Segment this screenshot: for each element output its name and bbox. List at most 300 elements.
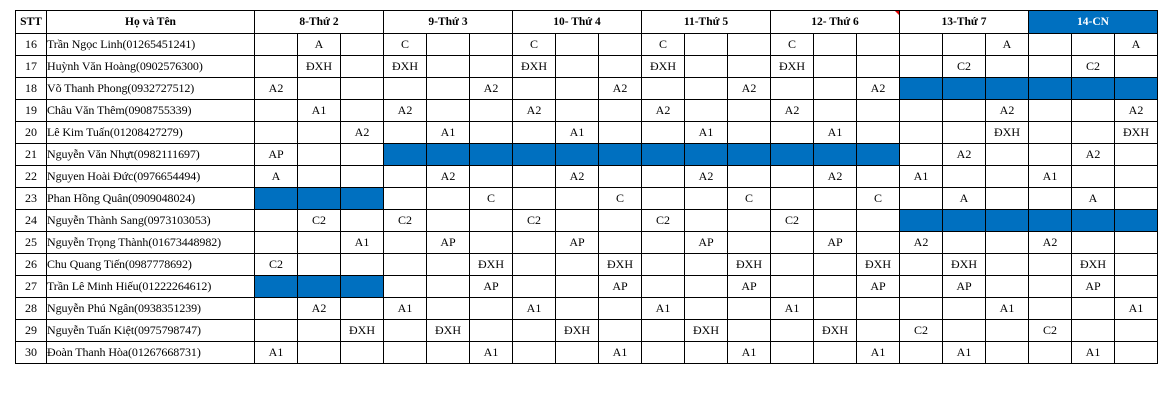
row-name-cell[interactable]: Châu Văn Thêm(0908755339) — [47, 100, 255, 122]
schedule-cell[interactable] — [513, 188, 556, 210]
schedule-cell[interactable]: ĐXH — [943, 254, 986, 276]
schedule-cell[interactable]: ĐXH — [556, 320, 599, 342]
schedule-cell[interactable]: ĐXH — [1072, 254, 1115, 276]
schedule-cell[interactable]: A1 — [556, 122, 599, 144]
schedule-cell[interactable] — [642, 188, 685, 210]
row-name-cell[interactable]: Lê Kim Tuấn(01208427279) — [47, 122, 255, 144]
row-stt-cell[interactable]: 21 — [16, 144, 47, 166]
schedule-cell[interactable] — [771, 342, 814, 364]
schedule-cell[interactable] — [255, 320, 298, 342]
schedule-cell[interactable] — [427, 144, 470, 166]
schedule-cell[interactable] — [599, 144, 642, 166]
schedule-cell[interactable]: ĐXH — [857, 254, 900, 276]
schedule-cell[interactable]: C — [728, 188, 771, 210]
schedule-cell[interactable] — [384, 276, 427, 298]
schedule-cell[interactable]: C — [470, 188, 513, 210]
schedule-cell[interactable] — [556, 210, 599, 232]
schedule-cell[interactable]: ĐXH — [685, 320, 728, 342]
schedule-cell[interactable]: AP — [255, 144, 298, 166]
schedule-cell[interactable]: AP — [427, 232, 470, 254]
schedule-cell[interactable]: C — [857, 188, 900, 210]
schedule-cell[interactable] — [1029, 342, 1072, 364]
schedule-cell[interactable] — [341, 100, 384, 122]
schedule-cell[interactable]: ĐXH — [814, 320, 857, 342]
schedule-cell[interactable] — [384, 78, 427, 100]
schedule-cell[interactable] — [857, 34, 900, 56]
schedule-cell[interactable] — [728, 232, 771, 254]
schedule-cell[interactable] — [900, 78, 943, 100]
schedule-cell[interactable] — [513, 232, 556, 254]
schedule-cell[interactable] — [900, 342, 943, 364]
schedule-cell[interactable] — [470, 100, 513, 122]
schedule-cell[interactable]: A — [1072, 188, 1115, 210]
schedule-cell[interactable]: C2 — [1029, 320, 1072, 342]
schedule-cell[interactable] — [1115, 320, 1158, 342]
schedule-cell[interactable]: ĐXH — [599, 254, 642, 276]
schedule-cell[interactable] — [814, 100, 857, 122]
schedule-cell[interactable] — [986, 254, 1029, 276]
schedule-cell[interactable]: A2 — [986, 100, 1029, 122]
schedule-cell[interactable]: C2 — [642, 210, 685, 232]
schedule-cell[interactable] — [470, 34, 513, 56]
row-name-cell[interactable]: Nguyễn Tuấn Kiệt(0975798747) — [47, 320, 255, 342]
schedule-cell[interactable] — [599, 56, 642, 78]
schedule-cell[interactable] — [1115, 56, 1158, 78]
schedule-cell[interactable] — [599, 100, 642, 122]
schedule-cell[interactable] — [556, 78, 599, 100]
schedule-cell[interactable] — [513, 122, 556, 144]
schedule-cell[interactable] — [513, 144, 556, 166]
schedule-cell[interactable] — [341, 34, 384, 56]
row-stt-cell[interactable]: 30 — [16, 342, 47, 364]
schedule-cell[interactable] — [814, 56, 857, 78]
schedule-cell[interactable] — [685, 144, 728, 166]
schedule-cell[interactable]: A1 — [814, 122, 857, 144]
schedule-cell[interactable] — [341, 166, 384, 188]
schedule-cell[interactable] — [599, 320, 642, 342]
schedule-cell[interactable]: A2 — [642, 100, 685, 122]
schedule-cell[interactable]: AP — [685, 232, 728, 254]
schedule-cell[interactable] — [341, 210, 384, 232]
schedule-cell[interactable] — [599, 34, 642, 56]
schedule-cell[interactable] — [1115, 276, 1158, 298]
schedule-cell[interactable]: AP — [599, 276, 642, 298]
row-stt-cell[interactable]: 16 — [16, 34, 47, 56]
schedule-cell[interactable] — [255, 298, 298, 320]
schedule-cell[interactable] — [1115, 78, 1158, 100]
schedule-cell[interactable] — [900, 254, 943, 276]
schedule-cell[interactable] — [298, 188, 341, 210]
row-name-cell[interactable]: Nguyen Hoài Đức(0976654494) — [47, 166, 255, 188]
schedule-cell[interactable] — [814, 210, 857, 232]
schedule-cell[interactable] — [814, 298, 857, 320]
row-stt-cell[interactable]: 18 — [16, 78, 47, 100]
schedule-cell[interactable]: A1 — [298, 100, 341, 122]
schedule-cell[interactable]: A1 — [1072, 342, 1115, 364]
schedule-cell[interactable]: A2 — [814, 166, 857, 188]
schedule-cell[interactable] — [341, 298, 384, 320]
schedule-cell[interactable] — [384, 166, 427, 188]
schedule-cell[interactable] — [685, 276, 728, 298]
schedule-cell[interactable] — [599, 210, 642, 232]
schedule-cell[interactable]: AP — [1072, 276, 1115, 298]
schedule-cell[interactable] — [384, 144, 427, 166]
schedule-cell[interactable] — [1029, 78, 1072, 100]
schedule-cell[interactable] — [1029, 210, 1072, 232]
schedule-cell[interactable] — [513, 342, 556, 364]
schedule-cell[interactable] — [771, 232, 814, 254]
schedule-cell[interactable]: A2 — [384, 100, 427, 122]
schedule-cell[interactable]: A — [943, 188, 986, 210]
row-name-cell[interactable]: Trần Lê Minh Hiếu(01222264612) — [47, 276, 255, 298]
schedule-cell[interactable]: ĐXH — [470, 254, 513, 276]
header-day-fri[interactable]: 12- Thứ 6 — [771, 11, 900, 34]
schedule-cell[interactable] — [900, 100, 943, 122]
schedule-cell[interactable]: ĐXH — [642, 56, 685, 78]
schedule-cell[interactable]: A1 — [599, 342, 642, 364]
schedule-cell[interactable] — [1115, 144, 1158, 166]
schedule-cell[interactable] — [341, 78, 384, 100]
schedule-cell[interactable] — [341, 144, 384, 166]
schedule-cell[interactable] — [384, 320, 427, 342]
schedule-cell[interactable]: A1 — [943, 342, 986, 364]
schedule-cell[interactable]: A1 — [1115, 298, 1158, 320]
schedule-cell[interactable] — [728, 122, 771, 144]
schedule-cell[interactable] — [1115, 210, 1158, 232]
schedule-cell[interactable]: A1 — [642, 298, 685, 320]
schedule-cell[interactable] — [255, 210, 298, 232]
schedule-cell[interactable] — [986, 342, 1029, 364]
schedule-cell[interactable] — [1072, 320, 1115, 342]
row-name-cell[interactable]: Trần Ngọc Linh(01265451241) — [47, 34, 255, 56]
schedule-cell[interactable]: ĐXH — [986, 122, 1029, 144]
schedule-cell[interactable] — [642, 276, 685, 298]
schedule-cell[interactable] — [900, 276, 943, 298]
row-stt-cell[interactable]: 23 — [16, 188, 47, 210]
schedule-cell[interactable] — [255, 34, 298, 56]
schedule-cell[interactable] — [384, 254, 427, 276]
schedule-cell[interactable] — [384, 342, 427, 364]
header-day-wed[interactable]: 10- Thứ 4 — [513, 11, 642, 34]
schedule-cell[interactable] — [1072, 232, 1115, 254]
schedule-cell[interactable] — [986, 210, 1029, 232]
schedule-cell[interactable]: A1 — [255, 342, 298, 364]
schedule-cell[interactable] — [298, 254, 341, 276]
schedule-cell[interactable] — [255, 188, 298, 210]
schedule-cell[interactable]: AP — [470, 276, 513, 298]
schedule-cell[interactable] — [556, 298, 599, 320]
schedule-cell[interactable]: ĐXH — [728, 254, 771, 276]
schedule-cell[interactable]: A1 — [513, 298, 556, 320]
schedule-cell[interactable] — [556, 56, 599, 78]
schedule-cell[interactable] — [255, 232, 298, 254]
schedule-cell[interactable]: A2 — [556, 166, 599, 188]
schedule-cell[interactable]: A2 — [943, 144, 986, 166]
schedule-cell[interactable]: A2 — [900, 232, 943, 254]
schedule-cell[interactable] — [1115, 166, 1158, 188]
schedule-cell[interactable] — [1029, 188, 1072, 210]
schedule-cell[interactable] — [427, 210, 470, 232]
schedule-cell[interactable]: ĐXH — [298, 56, 341, 78]
row-stt-cell[interactable]: 29 — [16, 320, 47, 342]
schedule-cell[interactable]: ĐXH — [513, 56, 556, 78]
schedule-cell[interactable]: A1 — [771, 298, 814, 320]
schedule-cell[interactable] — [900, 144, 943, 166]
schedule-cell[interactable] — [556, 276, 599, 298]
schedule-cell[interactable] — [341, 254, 384, 276]
schedule-cell[interactable] — [642, 320, 685, 342]
schedule-cell[interactable] — [728, 56, 771, 78]
header-name[interactable]: Họ và Tên — [47, 11, 255, 34]
row-name-cell[interactable]: Chu Quang Tiến(0987778692) — [47, 254, 255, 276]
schedule-cell[interactable] — [900, 34, 943, 56]
schedule-cell[interactable]: C2 — [298, 210, 341, 232]
schedule-cell[interactable]: A2 — [857, 78, 900, 100]
row-name-cell[interactable]: Nguyễn Trọng Thành(01673448982) — [47, 232, 255, 254]
schedule-cell[interactable] — [857, 210, 900, 232]
schedule-cell[interactable]: C2 — [771, 210, 814, 232]
schedule-cell[interactable] — [857, 100, 900, 122]
schedule-cell[interactable] — [771, 144, 814, 166]
schedule-cell[interactable] — [814, 276, 857, 298]
schedule-cell[interactable] — [298, 320, 341, 342]
schedule-cell[interactable]: C2 — [384, 210, 427, 232]
schedule-cell[interactable]: A2 — [255, 78, 298, 100]
schedule-cell[interactable] — [427, 188, 470, 210]
schedule-cell[interactable] — [341, 276, 384, 298]
schedule-cell[interactable] — [427, 276, 470, 298]
schedule-cell[interactable] — [1029, 34, 1072, 56]
schedule-cell[interactable] — [556, 144, 599, 166]
schedule-cell[interactable]: C — [384, 34, 427, 56]
schedule-cell[interactable] — [943, 232, 986, 254]
schedule-cell[interactable]: ĐXH — [427, 320, 470, 342]
schedule-cell[interactable]: ĐXH — [1115, 122, 1158, 144]
schedule-cell[interactable]: C — [642, 34, 685, 56]
schedule-cell[interactable] — [642, 166, 685, 188]
schedule-cell[interactable] — [857, 122, 900, 144]
schedule-cell[interactable]: A2 — [599, 78, 642, 100]
schedule-cell[interactable] — [1072, 298, 1115, 320]
schedule-cell[interactable] — [298, 276, 341, 298]
schedule-cell[interactable] — [1029, 144, 1072, 166]
schedule-cell[interactable]: A2 — [513, 100, 556, 122]
schedule-cell[interactable]: AP — [857, 276, 900, 298]
schedule-cell[interactable]: C — [513, 34, 556, 56]
row-name-cell[interactable]: Nguyễn Phú Ngân(0938351239) — [47, 298, 255, 320]
row-stt-cell[interactable]: 22 — [16, 166, 47, 188]
schedule-cell[interactable] — [943, 34, 986, 56]
schedule-cell[interactable] — [642, 78, 685, 100]
row-stt-cell[interactable]: 24 — [16, 210, 47, 232]
schedule-cell[interactable] — [255, 276, 298, 298]
schedule-cell[interactable] — [1029, 254, 1072, 276]
schedule-cell[interactable] — [685, 100, 728, 122]
schedule-cell[interactable] — [728, 298, 771, 320]
schedule-cell[interactable] — [642, 144, 685, 166]
schedule-cell[interactable] — [642, 342, 685, 364]
schedule-cell[interactable] — [943, 78, 986, 100]
schedule-cell[interactable] — [470, 166, 513, 188]
row-name-cell[interactable]: Võ Thanh Phong(0932727512) — [47, 78, 255, 100]
schedule-cell[interactable] — [814, 254, 857, 276]
schedule-cell[interactable]: C2 — [1072, 56, 1115, 78]
schedule-cell[interactable] — [427, 298, 470, 320]
schedule-cell[interactable] — [857, 144, 900, 166]
schedule-cell[interactable] — [1072, 210, 1115, 232]
schedule-cell[interactable] — [728, 100, 771, 122]
schedule-cell[interactable] — [771, 188, 814, 210]
schedule-cell[interactable] — [513, 166, 556, 188]
schedule-cell[interactable]: A1 — [427, 122, 470, 144]
schedule-cell[interactable]: C2 — [513, 210, 556, 232]
schedule-cell[interactable] — [1029, 56, 1072, 78]
schedule-cell[interactable] — [642, 122, 685, 144]
header-day-mon[interactable]: 8-Thứ 2 — [255, 11, 384, 34]
schedule-cell[interactable] — [470, 144, 513, 166]
schedule-cell[interactable]: ĐXH — [384, 56, 427, 78]
schedule-cell[interactable] — [728, 144, 771, 166]
schedule-cell[interactable]: A1 — [728, 342, 771, 364]
schedule-cell[interactable] — [986, 78, 1029, 100]
schedule-cell[interactable] — [642, 232, 685, 254]
schedule-cell[interactable] — [298, 232, 341, 254]
schedule-cell[interactable]: A1 — [470, 342, 513, 364]
schedule-cell[interactable]: A1 — [1029, 166, 1072, 188]
schedule-cell[interactable] — [685, 254, 728, 276]
schedule-cell[interactable] — [470, 122, 513, 144]
schedule-cell[interactable] — [685, 298, 728, 320]
schedule-cell[interactable] — [556, 342, 599, 364]
schedule-cell[interactable]: A2 — [1072, 144, 1115, 166]
schedule-cell[interactable] — [556, 100, 599, 122]
schedule-cell[interactable] — [900, 56, 943, 78]
schedule-cell[interactable] — [341, 188, 384, 210]
schedule-cell[interactable] — [1072, 166, 1115, 188]
schedule-cell[interactable]: A1 — [900, 166, 943, 188]
schedule-cell[interactable]: A2 — [1029, 232, 1072, 254]
schedule-cell[interactable]: A — [1115, 34, 1158, 56]
row-name-cell[interactable]: Huỳnh Văn Hoàng(0902576300) — [47, 56, 255, 78]
header-day-tue[interactable]: 9-Thứ 3 — [384, 11, 513, 34]
schedule-cell[interactable]: A2 — [427, 166, 470, 188]
schedule-cell[interactable] — [298, 342, 341, 364]
schedule-cell[interactable] — [728, 34, 771, 56]
schedule-cell[interactable]: C — [599, 188, 642, 210]
schedule-cell[interactable]: ĐXH — [341, 320, 384, 342]
schedule-cell[interactable] — [513, 254, 556, 276]
schedule-cell[interactable]: A — [986, 34, 1029, 56]
schedule-cell[interactable]: A2 — [685, 166, 728, 188]
schedule-cell[interactable]: A1 — [384, 298, 427, 320]
schedule-cell[interactable]: AP — [728, 276, 771, 298]
schedule-cell[interactable] — [900, 122, 943, 144]
schedule-cell[interactable] — [900, 210, 943, 232]
schedule-cell[interactable] — [986, 166, 1029, 188]
schedule-cell[interactable] — [814, 144, 857, 166]
schedule-cell[interactable] — [943, 298, 986, 320]
schedule-cell[interactable] — [427, 342, 470, 364]
schedule-cell[interactable] — [943, 100, 986, 122]
schedule-cell[interactable] — [728, 320, 771, 342]
schedule-cell[interactable] — [1029, 298, 1072, 320]
schedule-cell[interactable]: A1 — [857, 342, 900, 364]
schedule-cell[interactable]: C2 — [943, 56, 986, 78]
schedule-cell[interactable]: A2 — [298, 298, 341, 320]
schedule-cell[interactable] — [298, 166, 341, 188]
schedule-cell[interactable] — [986, 320, 1029, 342]
schedule-cell[interactable] — [642, 254, 685, 276]
schedule-cell[interactable] — [1115, 232, 1158, 254]
schedule-cell[interactable]: ĐXH — [771, 56, 814, 78]
schedule-cell[interactable]: A1 — [986, 298, 1029, 320]
schedule-cell[interactable] — [814, 78, 857, 100]
row-stt-cell[interactable]: 19 — [16, 100, 47, 122]
schedule-cell[interactable]: C2 — [255, 254, 298, 276]
schedule-cell[interactable] — [556, 188, 599, 210]
schedule-cell[interactable] — [1072, 34, 1115, 56]
schedule-cell[interactable] — [255, 100, 298, 122]
schedule-cell[interactable] — [599, 298, 642, 320]
schedule-cell[interactable] — [771, 254, 814, 276]
schedule-cell[interactable] — [1115, 342, 1158, 364]
schedule-cell[interactable] — [943, 210, 986, 232]
row-stt-cell[interactable]: 25 — [16, 232, 47, 254]
schedule-cell[interactable] — [298, 122, 341, 144]
schedule-cell[interactable] — [986, 144, 1029, 166]
schedule-cell[interactable] — [470, 210, 513, 232]
row-name-cell[interactable]: Phan Hồng Quân(0909048024) — [47, 188, 255, 210]
schedule-cell[interactable] — [1072, 78, 1115, 100]
schedule-cell[interactable] — [470, 298, 513, 320]
schedule-cell[interactable] — [771, 122, 814, 144]
schedule-cell[interactable] — [255, 56, 298, 78]
schedule-cell[interactable] — [900, 188, 943, 210]
schedule-cell[interactable]: AP — [943, 276, 986, 298]
schedule-cell[interactable] — [857, 320, 900, 342]
row-stt-cell[interactable]: 20 — [16, 122, 47, 144]
schedule-cell[interactable] — [685, 342, 728, 364]
schedule-cell[interactable] — [599, 232, 642, 254]
schedule-cell[interactable] — [814, 342, 857, 364]
schedule-cell[interactable] — [771, 320, 814, 342]
schedule-cell[interactable] — [1029, 276, 1072, 298]
header-stt[interactable]: STT — [16, 11, 47, 34]
schedule-cell[interactable] — [470, 320, 513, 342]
schedule-cell[interactable] — [685, 78, 728, 100]
row-stt-cell[interactable]: 27 — [16, 276, 47, 298]
schedule-cell[interactable]: A2 — [771, 100, 814, 122]
schedule-cell[interactable]: A — [298, 34, 341, 56]
schedule-cell[interactable] — [556, 254, 599, 276]
schedule-cell[interactable] — [1115, 254, 1158, 276]
schedule-cell[interactable] — [771, 78, 814, 100]
schedule-cell[interactable]: C2 — [900, 320, 943, 342]
schedule-cell[interactable] — [986, 232, 1029, 254]
schedule-cell[interactable] — [556, 34, 599, 56]
schedule-cell[interactable]: A2 — [341, 122, 384, 144]
schedule-cell[interactable] — [728, 210, 771, 232]
schedule-cell[interactable] — [986, 188, 1029, 210]
schedule-cell[interactable] — [513, 320, 556, 342]
row-stt-cell[interactable]: 17 — [16, 56, 47, 78]
schedule-cell[interactable] — [771, 166, 814, 188]
schedule-cell[interactable] — [599, 122, 642, 144]
schedule-cell[interactable] — [599, 166, 642, 188]
schedule-cell[interactable] — [728, 166, 771, 188]
schedule-cell[interactable] — [384, 188, 427, 210]
row-name-cell[interactable]: Nguyễn Văn Nhựt(0982111697) — [47, 144, 255, 166]
